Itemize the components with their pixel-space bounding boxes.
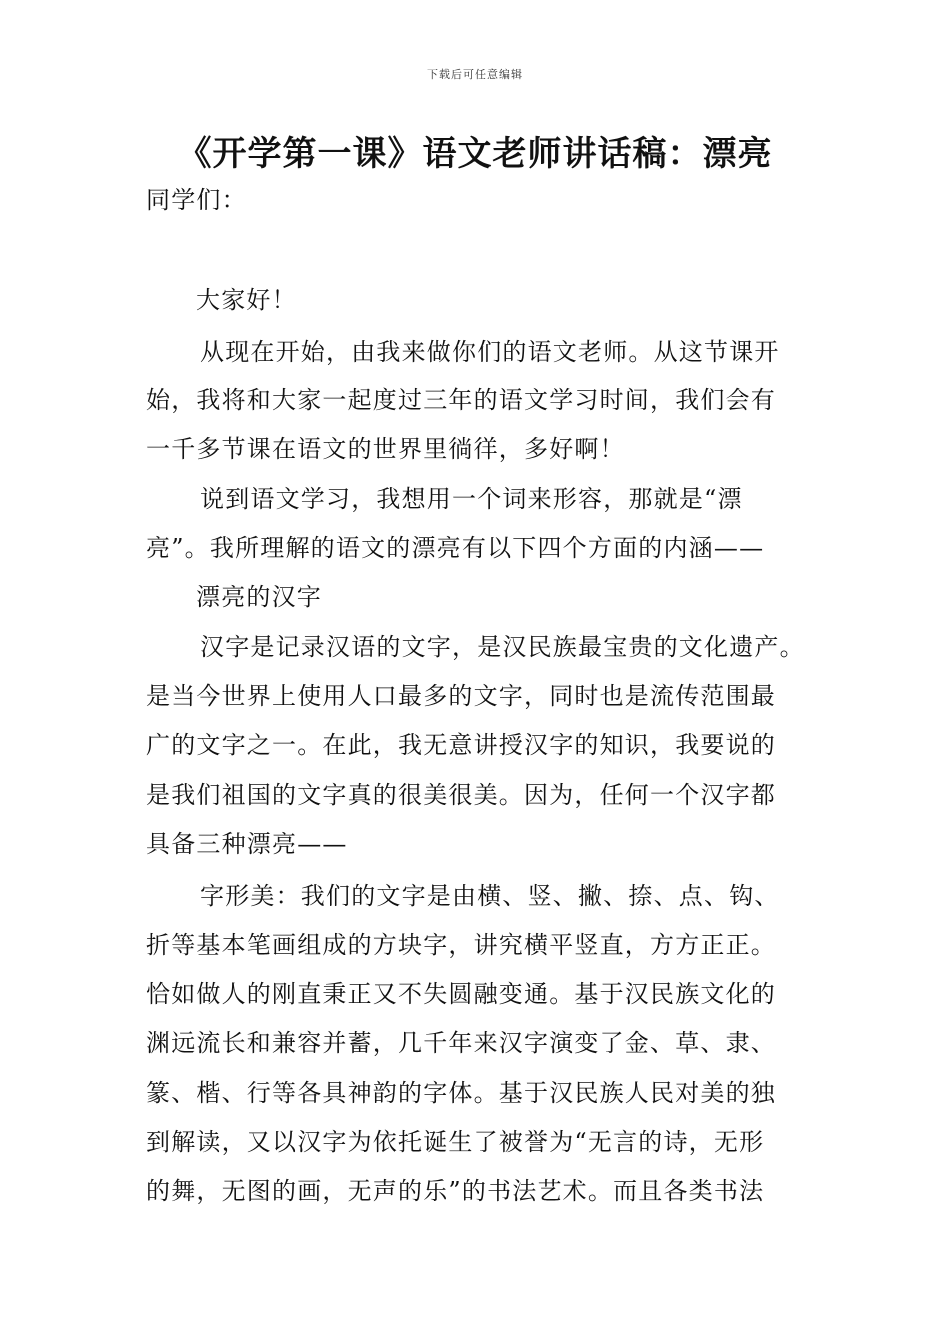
paragraph-line: 是当今世界上使用人口最多的文字，同时也是流传范围最 [146, 682, 776, 710]
paragraph-line: 渊远流长和兼容并蓄，几千年来汉字演变了金、草、隶、 [146, 1029, 776, 1057]
paragraph-line: 一千多节课在语文的世界里徜徉，多好啊！ [146, 435, 625, 463]
header-note: 下载后可任意编辑 [427, 68, 523, 81]
salutation: 同学们： [146, 186, 247, 214]
paragraph-line: 从现在开始，由我来做你们的语文老师。从这节课开 [200, 338, 780, 366]
paragraph-line: 的舞，无图的画，无声的乐”的书法艺术。而且各类书法 [146, 1177, 765, 1205]
paragraph-line: 广的文字之一。在此，我无意讲授汉字的知识，我要说的 [146, 731, 776, 759]
paragraph-line: 字形美：我们的文字是由横、竖、撇、捺、点、钩、 [200, 882, 780, 910]
document-title: 《开学第一课》语文老师讲话稿：漂亮 [177, 134, 773, 174]
paragraph-line: 说到语文学习，我想用一个词来形容，那就是“漂 [200, 485, 743, 513]
paragraph-line: 折等基本笔画组成的方块字，讲究横平竖直，方方正正。 [146, 931, 776, 959]
paragraph-line: 始，我将和大家一起度过三年的语文学习时间，我们会有 [146, 386, 776, 414]
paragraph-line: 篆、楷、行等各具神韵的字体。基于汉民族人民对美的独 [146, 1079, 776, 1107]
section-heading: 漂亮的汉字 [196, 583, 322, 611]
paragraph-line: 亮”。我所理解的语文的漂亮有以下四个方面的内涵—— [146, 534, 765, 562]
greeting: 大家好！ [196, 286, 297, 314]
paragraph-line: 是我们祖国的文字真的很美很美。因为，任何一个汉字都 [146, 781, 776, 809]
paragraph-line: 恰如做人的刚直秉正又不失圆融变通。基于汉民族文化的 [146, 980, 776, 1008]
paragraph-line: 具备三种漂亮—— [146, 830, 348, 858]
paragraph-line: 汉字是记录汉语的文字，是汉民族最宝贵的文化遗产。 [200, 633, 805, 661]
paragraph-line: 到解读，又以汉字为依托诞生了被誉为“无言的诗，无形 [146, 1128, 765, 1156]
